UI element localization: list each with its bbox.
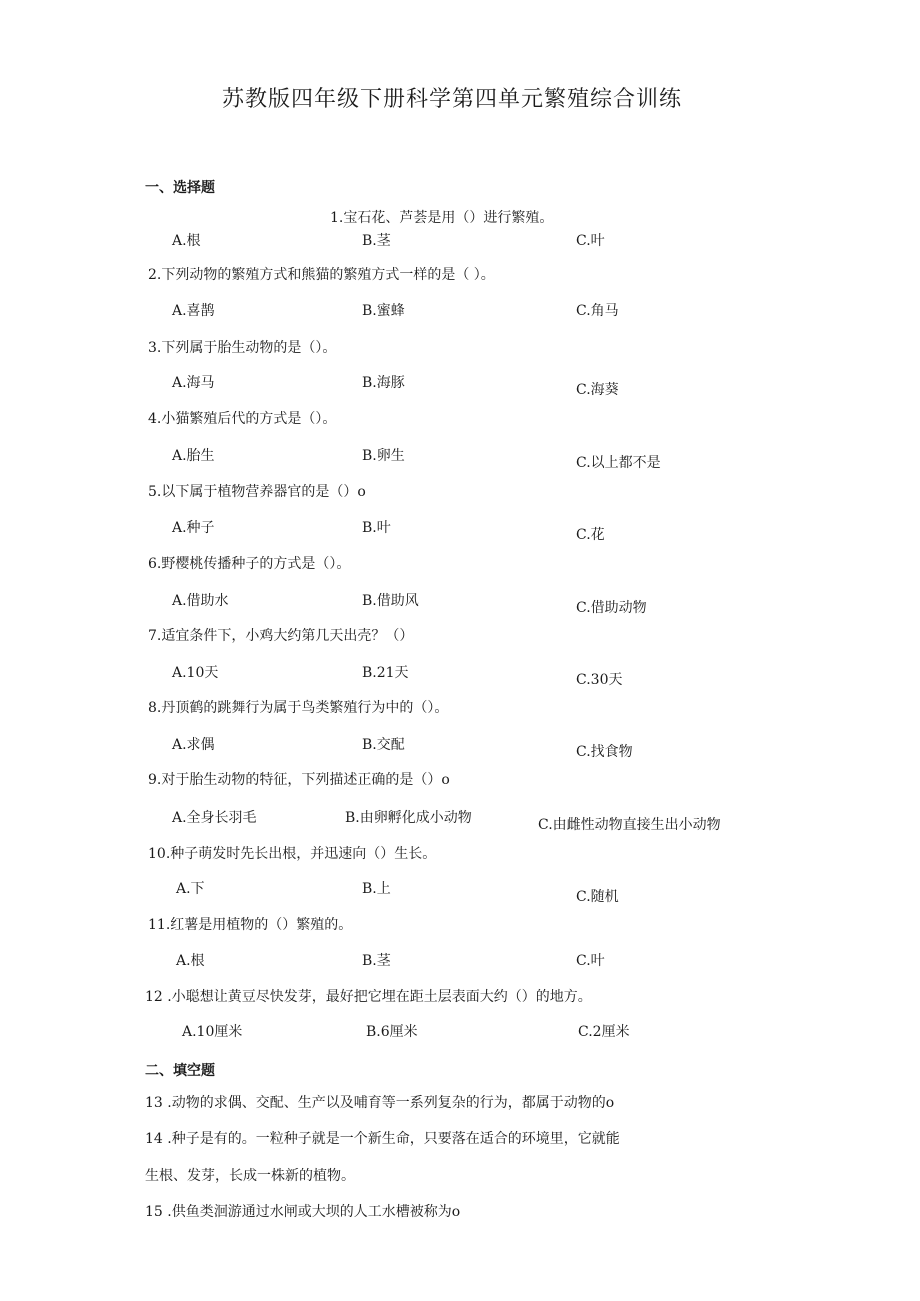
q1-option-a: A.根 <box>172 233 201 249</box>
q10-option-a: A.下 <box>176 881 205 897</box>
q1-option-c: C.叶 <box>576 233 605 249</box>
fill-question-14-continued: 生根、发芽，长成一株新的植物。 <box>145 1168 355 1184</box>
question-3: 3.下列属于胎生动物的是（）。 <box>148 340 337 356</box>
q8-option-a: A.求偶 <box>172 737 215 753</box>
q12-option-a: A.10厘米 <box>182 1024 243 1040</box>
q1-option-b: B.茎 <box>362 233 391 249</box>
q7-option-a: A.10天 <box>172 665 219 681</box>
q6-option-c: C.借助动物 <box>576 600 647 616</box>
q10-option-b: B.上 <box>362 881 391 897</box>
q9-option-a: A.全身长羽毛 <box>172 810 257 826</box>
question-4: 4.小猫繁殖后代的方式是（）。 <box>148 411 337 427</box>
question-12: 12 .小聪想让黄豆尽快发芽，最好把它埋在距土层表面大约（）的地方。 <box>145 989 592 1005</box>
q6-option-b: B.借助风 <box>362 593 419 609</box>
fill-question-15: 15 .供鱼类洄游通过水闸或大坝的人工水槽被称为o <box>145 1204 461 1220</box>
q11-option-c: C.叶 <box>576 953 605 969</box>
q2-option-a: A.喜鹊 <box>172 303 215 319</box>
q3-option-c: C.海葵 <box>576 382 619 398</box>
page-title: 苏教版四年级下册科学第四单元繁殖综合训练 <box>222 87 683 112</box>
q11-option-b: B.茎 <box>362 953 391 969</box>
section-heading-fill: 二、填空题 <box>145 1063 215 1079</box>
q8-option-c: C.找食物 <box>576 744 633 760</box>
q3-option-a: A.海马 <box>172 375 215 391</box>
question-10: 10.种子萌发时先长出根，并迅速向（）生长。 <box>148 846 437 862</box>
q6-option-a: A.借助水 <box>172 593 229 609</box>
question-7: 7.适宜条件下，小鸡大约第几天出壳？（） <box>148 628 414 644</box>
question-2: 2.下列动物的繁殖方式和熊猫的繁殖方式一样的是（ ）。 <box>148 267 495 283</box>
question-5: 5.以下属于植物营养器官的是（）o <box>148 484 366 500</box>
q9-option-c: C.由雌性动物直接生出小动物 <box>538 817 721 833</box>
q7-option-b: B.21天 <box>362 665 409 681</box>
q3-option-b: B.海豚 <box>362 375 405 391</box>
q2-option-c: C.角马 <box>576 303 619 319</box>
question-8: 8.丹顶鹤的跳舞行为属于鸟类繁殖行为中的（）。 <box>148 700 449 716</box>
q12-option-b: B.6厘米 <box>366 1024 418 1040</box>
q4-option-a: A.胎生 <box>172 448 215 464</box>
q10-option-c: C.随机 <box>576 889 619 905</box>
q5-option-c: C.花 <box>576 527 605 543</box>
q5-option-b: B.叶 <box>362 520 391 536</box>
q4-option-b: B.卵生 <box>362 448 405 464</box>
q9-option-b: B.由卵孵化成小动物 <box>345 810 472 826</box>
question-6: 6.野樱桃传播种子的方式是（）。 <box>148 556 351 572</box>
q8-option-b: B.交配 <box>362 737 405 753</box>
question-11: 11.红薯是用植物的（）繁殖的。 <box>148 917 353 933</box>
question-9: 9.对于胎生动物的特征，下列描述正确的是（）o <box>148 772 450 788</box>
q7-option-c: C.30天 <box>576 672 623 688</box>
q2-option-b: B.蜜蜂 <box>362 303 405 319</box>
q11-option-a: A.根 <box>176 953 205 969</box>
fill-question-14: 14 .种子是有的。一粒种子就是一个新生命，只要落在适合的环境里，它就能 <box>145 1131 620 1147</box>
q5-option-a: A.种子 <box>172 520 215 536</box>
q12-option-c: C.2厘米 <box>578 1024 630 1040</box>
fill-question-13: 13 .动物的求偶、交配、生产以及哺育等一系列复杂的行为，都属于动物的o <box>145 1095 615 1111</box>
section-heading-choice: 一、选择题 <box>145 180 215 196</box>
q4-option-c: C.以上都不是 <box>576 455 661 471</box>
question-1: 1.宝石花、芦荟是用（）进行繁殖。 <box>330 210 554 226</box>
